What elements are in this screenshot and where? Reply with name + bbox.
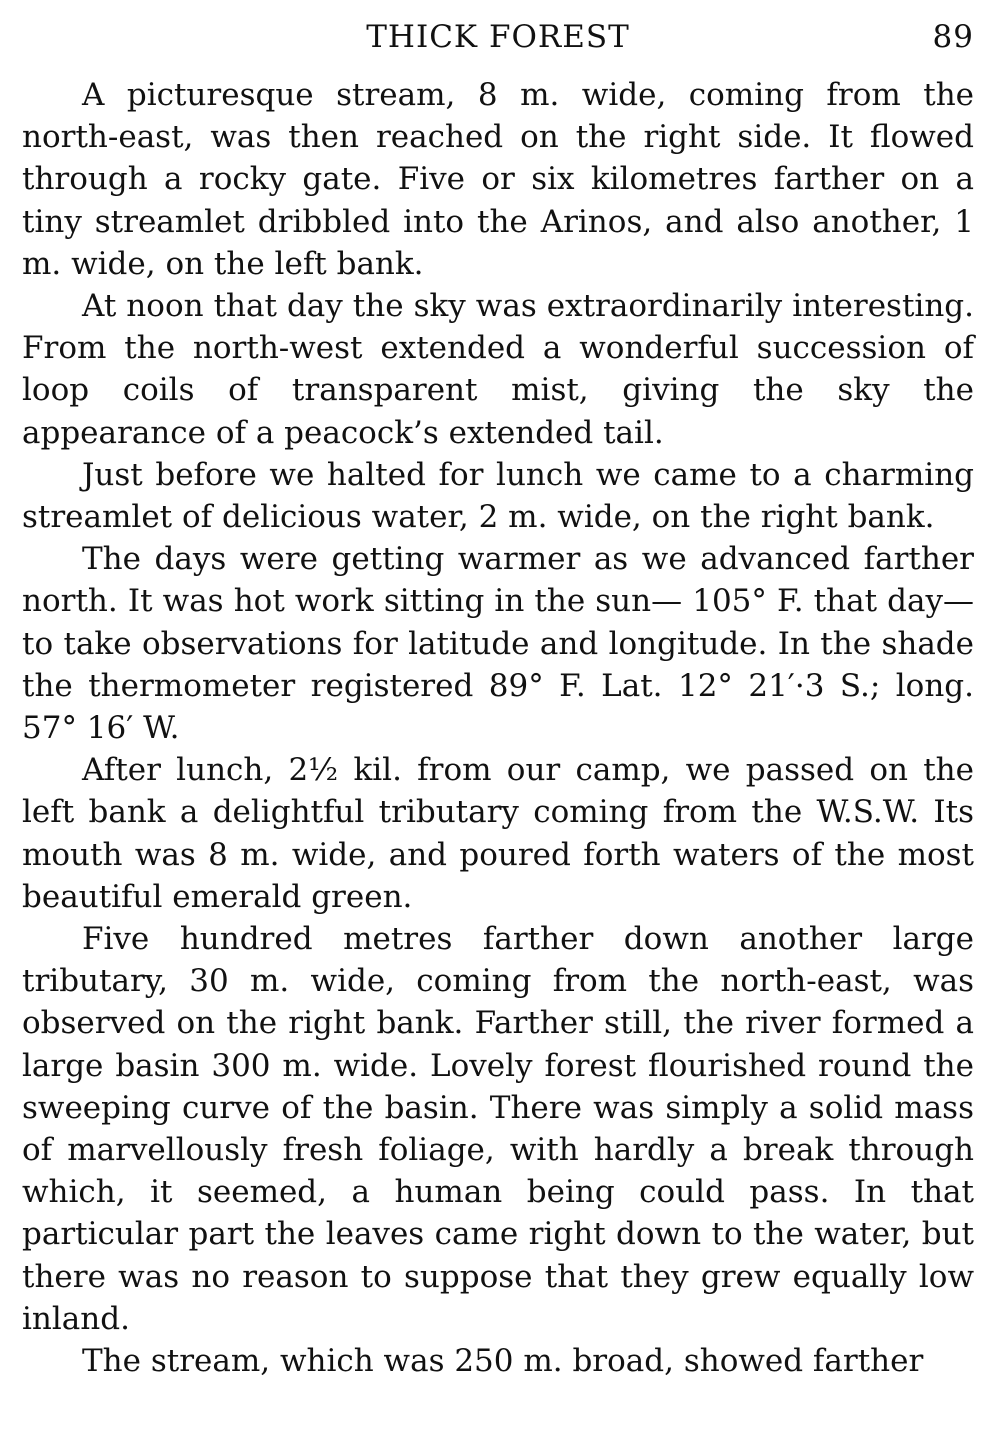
body-text <box>22 74 974 1382</box>
paragraph-stream-north-east: A picturesque stream, 8 m. wide, coming from the north-east, was then reached on the right side. It flowed through a rocky gate. Five or six kilometres farther on a tiny streamlet dribbled into the Arinos, and also another, 1 m. wide, on the left bank. <box>22 77 974 282</box>
running-header <box>22 14 974 64</box>
paragraph-observations: The days were getting warmer as we advanced farther north. It was hot work sitting in the sun— 105° F. that day—to take observations for latitude and longitude. In the shade the thermometer registered 89° F. Lat. 12° 21′·3 S.; long. 57° 16′ W. <box>22 541 974 747</box>
page-number: 89 <box>932 19 974 55</box>
paragraph-stream-broad: The stream, which was 250 m. broad, showed farther <box>82 1343 924 1380</box>
paragraph-basin-forest: Five hundred metres farther down another large tributary, 30 m. wide, coming from the north-east, was observed on the right bank. Farther still, the river formed a large basin 300 m. wide. Lovely forest flourished round the sweeping curve of the basin. There was simply a solid mass of marvellously fresh foliage, with hardly a break through which, it seemed, a human being could pass. In that particular part the leaves came right down to the water, but there was no reason to suppose that they grew equally low inland. <box>22 921 974 1337</box>
paragraph-lunch-streamlet: Just before we halted for lunch we came to a charming streamlet of delicious water, 2 m. wide, on the right bank. <box>22 456 974 536</box>
running-title: THICK FOREST <box>366 19 630 55</box>
paragraph-noon-sky: At noon that day the sky was extraordinarily interesting. From the north-west extended a wonderful succession of loop coils of transparent mist, giving the sky the appearance of a peacock’s extended tail. <box>22 288 974 451</box>
paragraph-tributary-wsw: After lunch, 2½ kil. from our camp, we passed on the left bank a delightful tributary coming from the W.S.W. Its mouth was 8 m. wide, and poured forth waters of the most beautiful emerald green. <box>22 752 974 915</box>
